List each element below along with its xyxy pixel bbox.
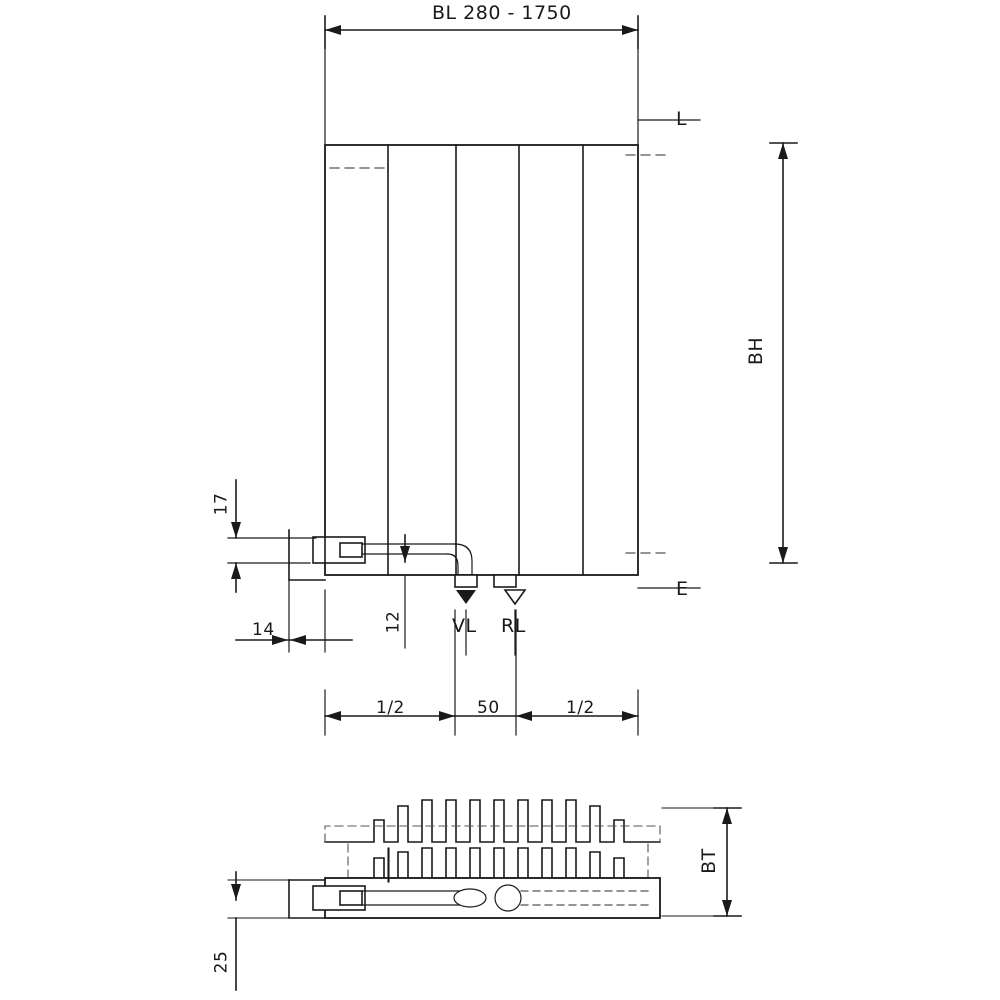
front-view-outline xyxy=(325,145,638,575)
label-dim-17: 17 xyxy=(211,492,232,516)
connection-stubs xyxy=(455,575,516,587)
label-flow-VL: VL xyxy=(452,615,477,637)
return-marker-triangle xyxy=(505,590,525,604)
label-top-reference-L: L xyxy=(676,108,688,130)
side-view-body xyxy=(325,878,660,918)
label-return-RL: RL xyxy=(501,615,526,637)
dim-line-25 xyxy=(228,872,316,990)
label-dim-50: 50 xyxy=(477,698,500,718)
label-dim-14: 14 xyxy=(252,620,275,640)
label-depth-BT: BT xyxy=(697,848,720,874)
label-bottom-reference-E: E xyxy=(676,578,689,600)
dim-line-14 xyxy=(236,580,352,652)
label-half-left: 1/2 xyxy=(376,698,405,718)
side-view-hidden-outline xyxy=(325,826,660,878)
side-view-fin-profile xyxy=(325,800,660,842)
label-width-range: BL 280 - 1750 xyxy=(432,2,572,24)
label-dim-12: 12 xyxy=(383,610,404,634)
dim-line-17 xyxy=(228,480,316,592)
side-view-guides xyxy=(388,848,389,882)
reference-lines-L-E xyxy=(638,120,700,588)
label-half-right: 1/2 xyxy=(566,698,595,718)
label-dim-25: 25 xyxy=(211,950,232,974)
side-view-fin-profile-second xyxy=(348,848,648,878)
dim-line-height-BH xyxy=(770,143,797,563)
label-height-BH: BH xyxy=(745,336,768,366)
flow-marker-triangle xyxy=(456,590,476,604)
extension-lines-vertical xyxy=(325,48,638,145)
